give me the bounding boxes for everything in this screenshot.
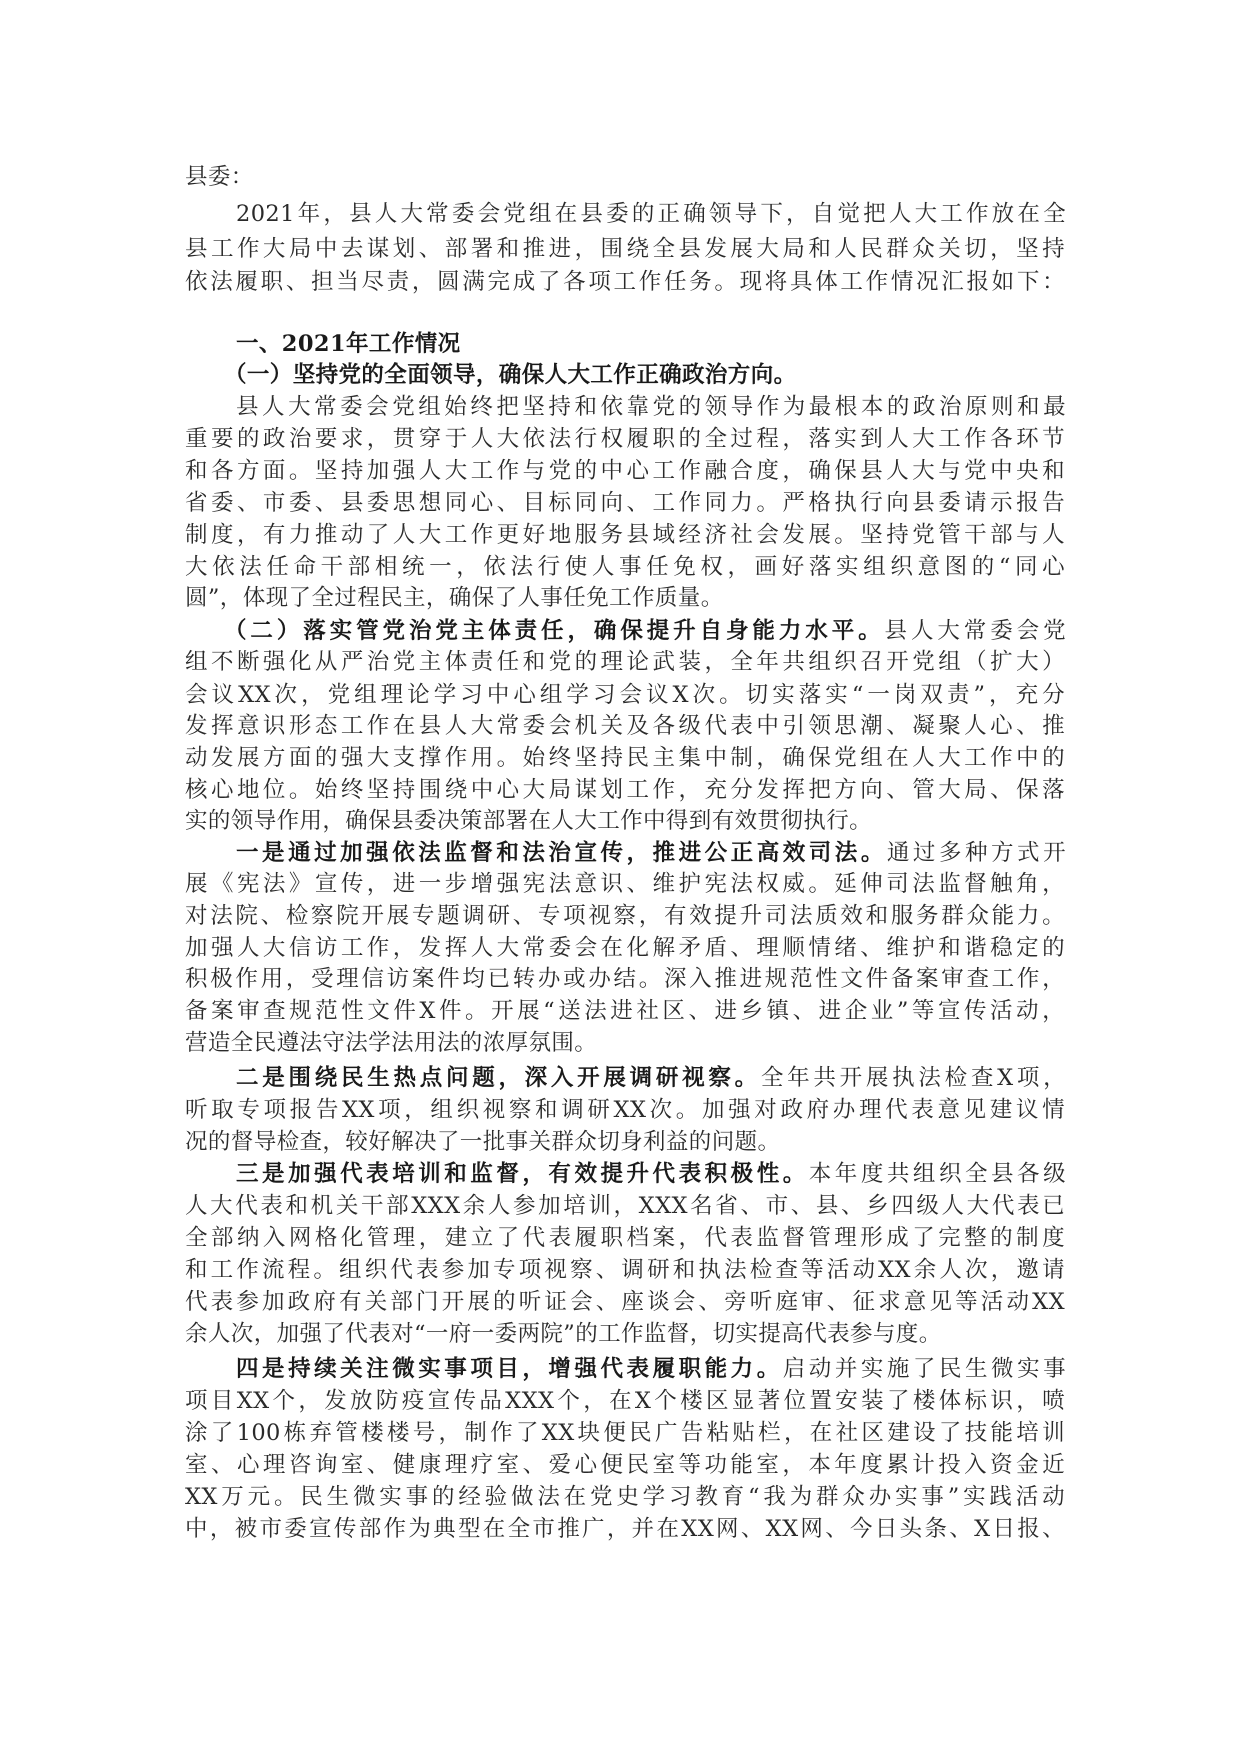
paragraph-line: 展《宪法》宣传，进一步增强宪法意识、维护宪法权威。延伸司法监督触角，	[185, 871, 1065, 897]
paragraph-line: 备案审查规范性文件X件。开展“送法进社区、进乡镇、进企业”等宣传活动，	[185, 998, 1065, 1024]
paragraph-line: 制度，有力推动了人大工作更好地服务县域经济社会发展。坚持党管干部与人	[185, 522, 1065, 548]
paragraph-text: 本年度共组织全县各级	[808, 1161, 1066, 1187]
paragraph-line: 余人次，加强了代表对“一府一委两院”的工作监督，切实提高代表参与度。	[185, 1321, 942, 1347]
paragraph-line: 全部纳入网格化管理，建立了代表履职档案，代表监督管理形成了完整的制度	[185, 1225, 1065, 1251]
paragraph-line: 和各方面。坚持加强人大工作与党的中心工作融合度，确保县人大与党中央和	[185, 458, 1065, 484]
item-heading: 二是围绕民生热点问题，深入开展调研视察。	[236, 1065, 761, 1091]
paragraph-text: 全年共开展执法检查X项，	[760, 1065, 1066, 1091]
salutation: 县委：	[185, 164, 254, 190]
intro-line: 县工作大局中去谋划、部署和推进，围绕全县发展大局和人民群众关切，坚持	[185, 236, 1065, 262]
paragraph-line: 听取专项报告XX项，组织视察和调研XX次。加强对政府办理代表意见建议情	[185, 1097, 1065, 1123]
paragraph-line: 项目XX个，发放防疫宣传品XXX个，在X个楼区显著位置安装了楼体标识，喷	[185, 1388, 1065, 1414]
subsection-heading: （一）坚持党的全面领导，确保人大工作正确政治方向。	[224, 362, 797, 388]
paragraph-text: 通过多种方式开	[886, 840, 1066, 866]
paragraph-line: 核心地位。始终坚持围绕中心大局谋划工作，充分发挥把方向、管大局、保落	[185, 777, 1065, 803]
paragraph-line: 圆”，体现了全过程民主，确保了人事任免工作质量。	[185, 585, 724, 611]
paragraph-line	[236, 1062, 1066, 1094]
paragraph-line	[236, 1158, 1066, 1190]
paragraph-line: 和工作流程。组织代表参加专项视察、调研和执法检查等活动XX余人次，邀请	[185, 1257, 1065, 1283]
paragraph-text: 启动并实施了民生微实事	[782, 1356, 1067, 1382]
paragraph-line: 县人大常委会党组始终把坚持和依靠党的领导作为最根本的政治原则和最	[236, 394, 1066, 420]
section-title: 一、2021年工作情况	[236, 331, 461, 357]
paragraph-line: 发挥意识形态工作在县人大常委会机关及各级代表中引领思潮、凝聚人心、推	[185, 713, 1065, 739]
paragraph-line: 室、心理咨询室、健康理疗室、爱心便民室等功能室，本年度累计投入资金近	[185, 1452, 1065, 1478]
paragraph-line: 省委、市委、县委思想同心、目标同向、工作同力。严格执行向县委请示报告	[185, 490, 1065, 516]
item-heading: 三是加强代表培训和监督，有效提升代表积极性。	[236, 1161, 809, 1187]
item-heading: 一是通过加强依法监督和法治宣传，推进公正高效司法。	[236, 840, 887, 866]
paragraph-line	[224, 615, 1066, 647]
subsection-heading: （二）落实管党治党主体责任，确保提升自身能力水平。	[224, 618, 885, 644]
paragraph-line	[236, 837, 1066, 869]
paragraph-line: 大依法任命干部相统一，依法行使人事任免权，画好落实组织意图的“同心	[185, 554, 1065, 580]
paragraph-line: 代表参加政府有关部门开展的听证会、座谈会、旁听庭审、征求意见等活动XX	[185, 1289, 1065, 1315]
paragraph-line: 会议XX次，党组理论学习中心组学习会议X次。切实落实“一岗双责”，充分	[185, 682, 1065, 708]
item-heading: 四是持续关注微实事项目，增强代表履职能力。	[236, 1356, 783, 1382]
paragraph-line: 人大代表和机关干部XXX余人参加培训，XXX名省、市、县、乡四级人大代表已	[185, 1193, 1065, 1219]
paragraph-line: 况的督导检查，较好解决了一批事关群众切身利益的问题。	[185, 1129, 781, 1155]
paragraph-line: 对法院、检察院开展专题调研、专项视察，有效提升司法质效和服务群众能力。	[185, 903, 1065, 929]
paragraph-line: 实的领导作用，确保县委决策部署在人大工作中得到有效贯彻执行。	[185, 808, 873, 834]
paragraph-line: 组不断强化从严治党主体责任和党的理论武装，全年共组织召开党组（扩大）	[185, 649, 1065, 675]
paragraph-line: 营造全民遵法守法学法用法的浓厚氛围。	[185, 1030, 598, 1056]
paragraph-line: 动发展方面的强大支撑作用。始终坚持民主集中制，确保党组在人大工作中的	[185, 745, 1065, 771]
paragraph-text: 县人大常委会党	[884, 618, 1066, 644]
intro-line: 2021年，县人大常委会党组在县委的正确领导下，自觉把人大工作放在全	[236, 201, 1066, 227]
paragraph-line	[236, 1353, 1066, 1385]
intro-line: 依法履职、担当尽责，圆满完成了各项工作任务。现将具体工作情况汇报如下：	[185, 269, 1065, 295]
paragraph-line: 积极作用，受理信访案件均已转办或办结。深入推进规范性文件备案审查工作，	[185, 966, 1065, 992]
paragraph-line: 加强人大信访工作，发挥人大常委会在化解矛盾、理顺情绪、维护和谐稳定的	[185, 935, 1065, 961]
paragraph-line: 涂了100栋弃管楼楼号，制作了XX块便民广告粘贴栏，在社区建设了技能培训	[185, 1420, 1065, 1446]
paragraph-line: 中，被市委宣传部作为典型在全市推广，并在XX网、XX网、今日头条、X日报、	[185, 1516, 1065, 1542]
paragraph-line: XX万元。民生微实事的经验做法在党史学习教育“我为群众办实事”实践活动	[185, 1484, 1065, 1510]
paragraph-line: 重要的政治要求，贯穿于人大依法行权履职的全过程，落实到人大工作各环节	[185, 426, 1065, 452]
